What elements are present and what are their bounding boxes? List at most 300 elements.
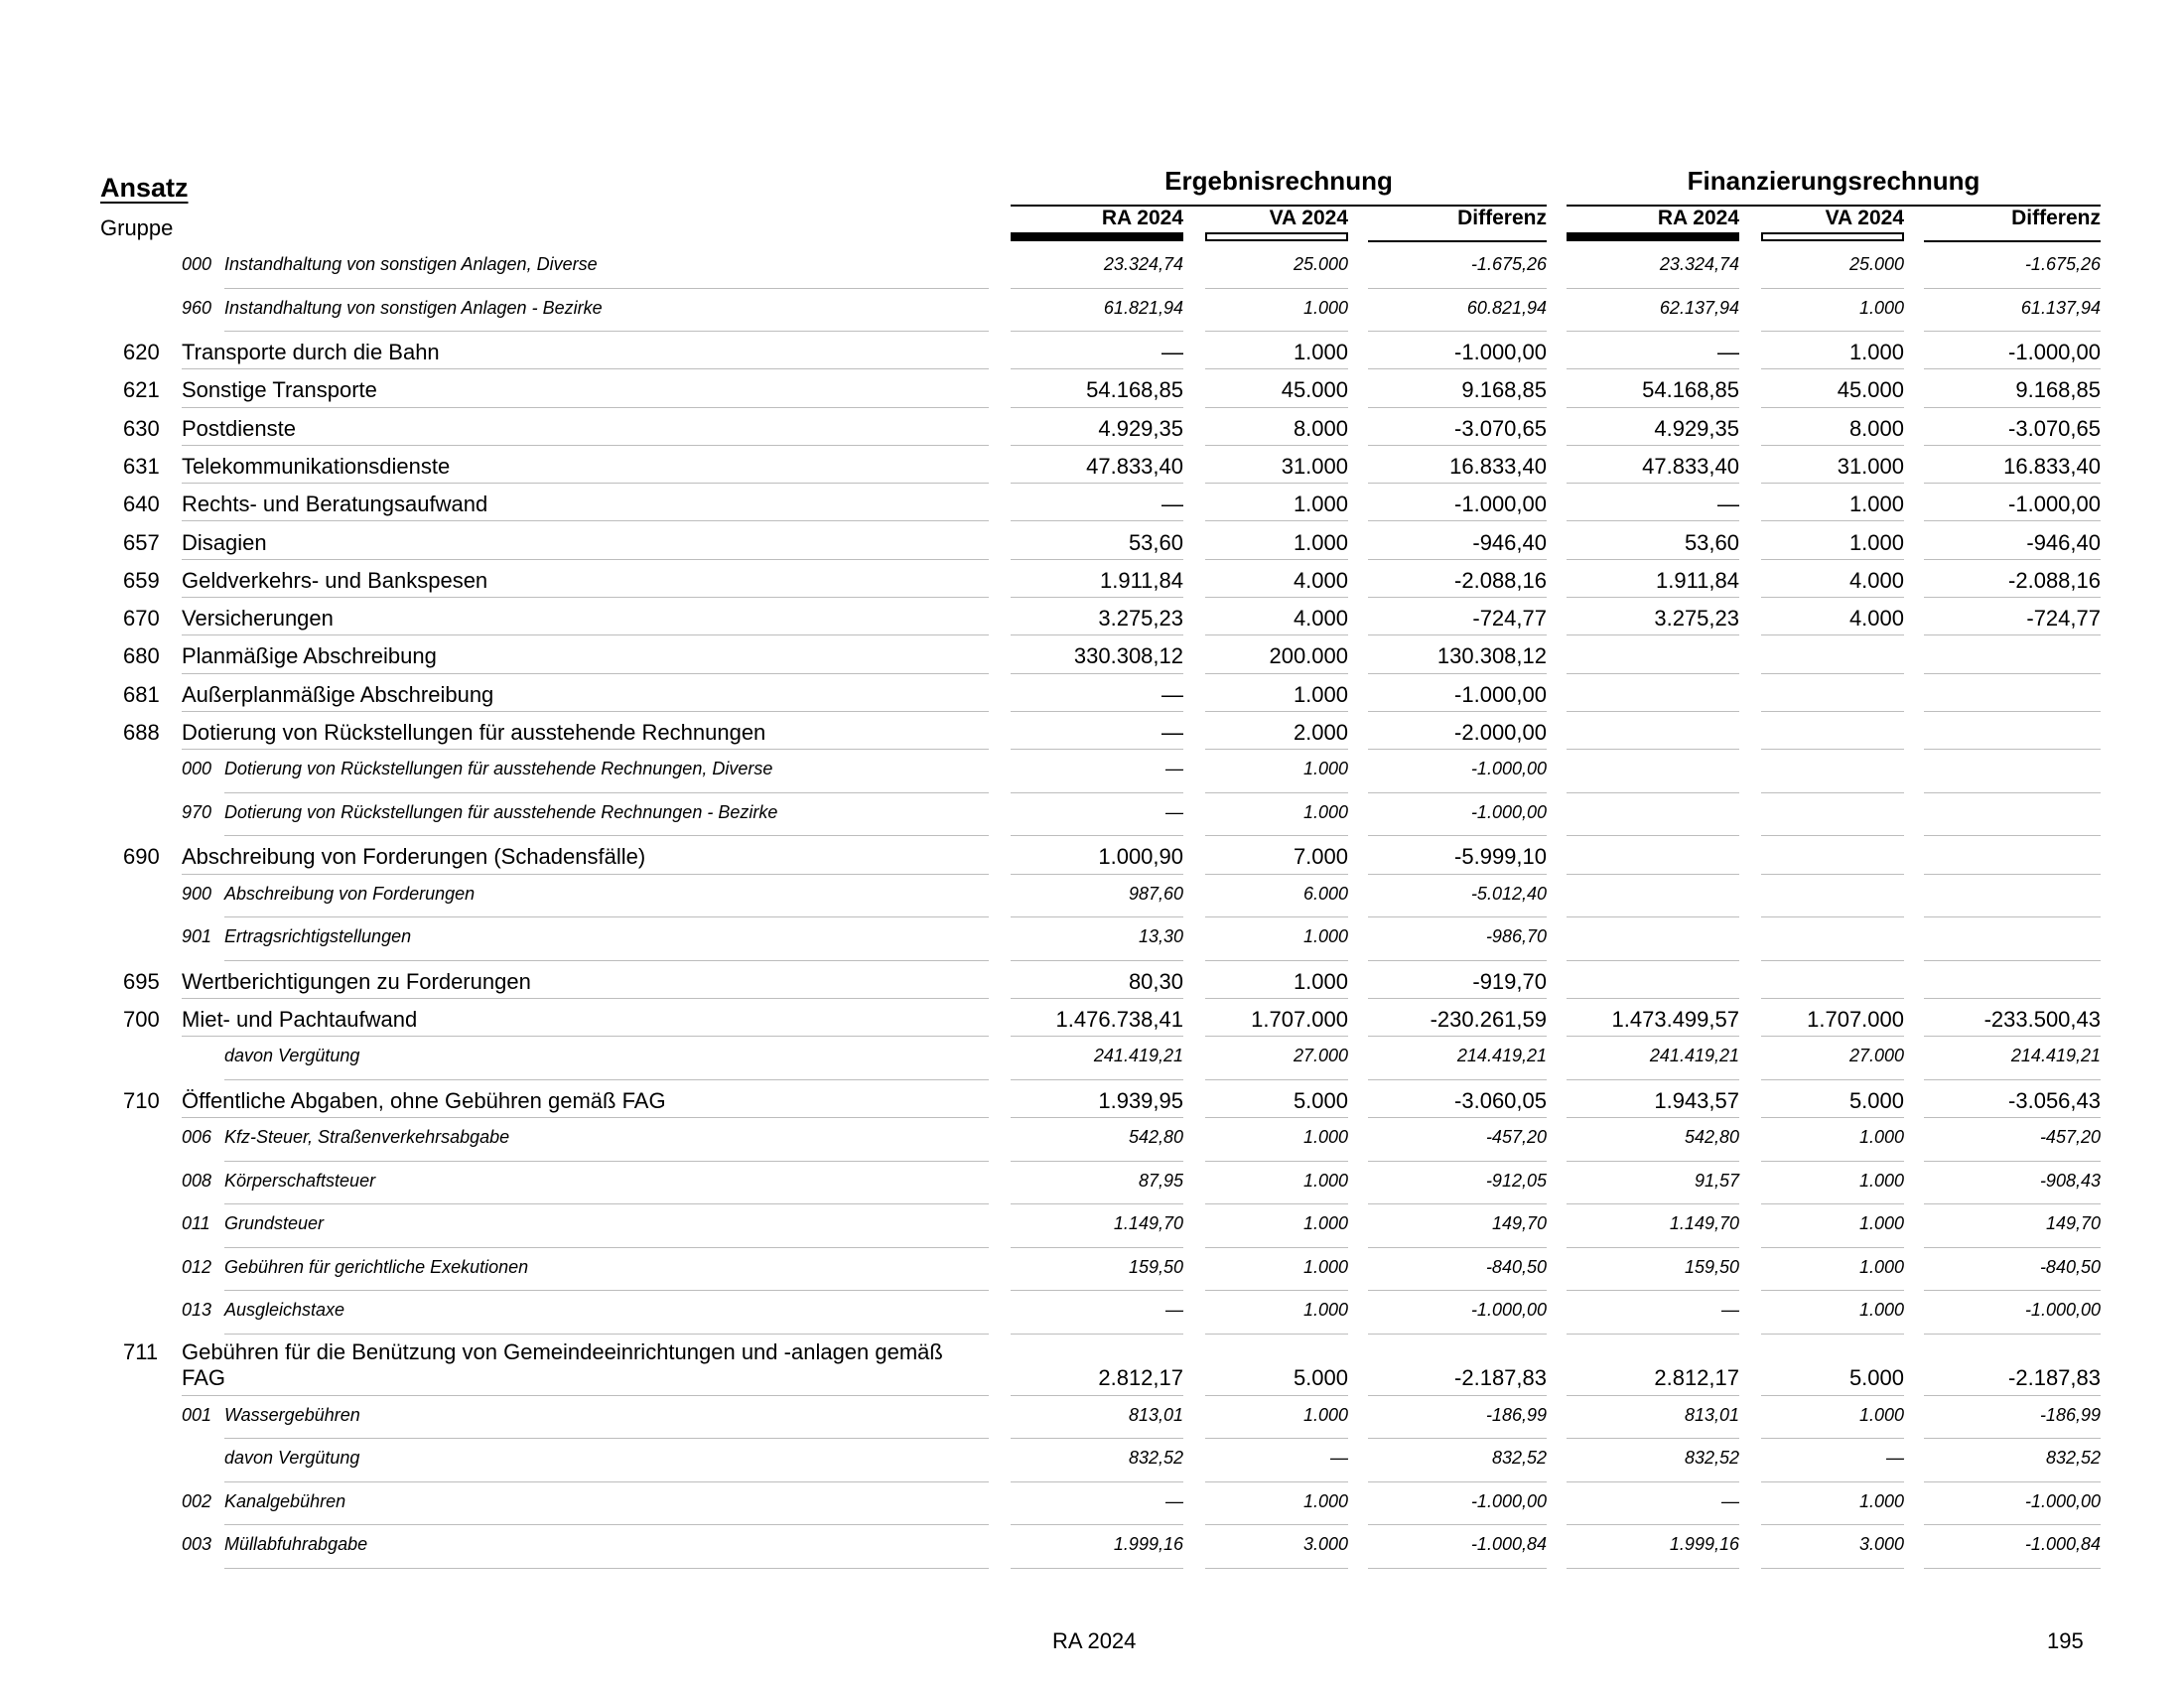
cell-rule: [1011, 520, 1183, 521]
cell-rule: [1368, 520, 1547, 521]
cell-rule: [1567, 1395, 1739, 1396]
cell-rule: [1924, 331, 2101, 332]
cell-value: 1.149,70: [1669, 1213, 1739, 1233]
cell-rule: [1761, 835, 1904, 836]
row-code: 006: [182, 1127, 212, 1147]
cell-rule: [1205, 711, 1348, 712]
cell-rule: [1011, 749, 1183, 750]
cell-rule: [1205, 1395, 1348, 1396]
cell-value: -186,99: [1485, 1404, 1547, 1425]
cell-value: -912,05: [1485, 1170, 1547, 1191]
cell-value: 1.000: [1293, 968, 1348, 994]
table-subrow: [0, 1121, 2184, 1165]
cell-rule: [1368, 331, 1547, 332]
cell-rule: [1924, 960, 2101, 961]
cell-rule: [1011, 998, 1183, 999]
table-subrow: [0, 1399, 2184, 1443]
cell-rule: [1924, 1568, 2101, 1569]
cell-rule: [1011, 1481, 1183, 1482]
cell-value: 27.000: [1848, 1046, 1904, 1066]
cell-rule: [1011, 1395, 1183, 1396]
cell-rule: [1924, 520, 2101, 521]
cell-rule: [1368, 916, 1547, 917]
cell-value: -1.000,84: [1470, 1534, 1547, 1554]
cell-rule: [1761, 520, 1904, 521]
cell-rule: [1761, 1481, 1904, 1482]
cell-rule: [1924, 445, 2101, 446]
cell-value: 16.833,40: [2003, 453, 2101, 479]
cell-rule: [1011, 407, 1183, 408]
cell-value: 1.000: [1848, 340, 1904, 364]
cell-value: -3.056,43: [2008, 1087, 2101, 1113]
cell-value: 47.833,40: [1642, 453, 1739, 479]
cell-rule: [1011, 835, 1183, 836]
cell-rule: [1761, 1203, 1904, 1204]
cell-rule: [1011, 711, 1183, 712]
cell-rule: [1761, 634, 1904, 635]
cell-value: -3.070,65: [1454, 415, 1547, 441]
cell-rule: [1011, 445, 1183, 446]
cell-rule: [1924, 597, 2101, 598]
cell-rule: [1761, 1247, 1904, 1248]
cell-value: 1.000: [1858, 1300, 1904, 1320]
row-code: 621: [123, 377, 160, 403]
cell-value: —: [1717, 492, 1739, 517]
cell-value: —: [1161, 720, 1183, 745]
cell-rule: [1567, 673, 1739, 674]
cell-value: 1.000: [1293, 681, 1348, 707]
cell-rule: [1011, 916, 1183, 917]
cell-rule: [1205, 1247, 1348, 1248]
cell-value: —: [1717, 340, 1739, 364]
cell-value: -230.261,59: [1430, 1006, 1547, 1032]
table-row: [0, 677, 2184, 715]
row-label: Kanalgebühren: [224, 1490, 346, 1511]
cell-value: -1.000,00: [1470, 1300, 1547, 1320]
cell-value: 5.000: [1848, 1087, 1904, 1113]
cell-rule: [1205, 445, 1348, 446]
cell-rule: [1011, 1568, 1183, 1569]
row-rule: [182, 673, 989, 674]
cell-rule: [1567, 835, 1739, 836]
cell-rule: [1924, 368, 2101, 369]
cell-value: 4.929,35: [1098, 415, 1183, 441]
cell-value: 8.000: [1848, 415, 1904, 441]
row-label: Ausgleichstaxe: [224, 1300, 345, 1320]
cell-value: -840,50: [1485, 1256, 1547, 1277]
cell-value: -1.000,00: [2008, 492, 2101, 517]
cell-value: -2.187,83: [1454, 1364, 1547, 1390]
cell-rule: [1761, 960, 1904, 961]
row-code: 970: [182, 801, 212, 822]
cell-rule: [1205, 368, 1348, 369]
cell-rule: [1567, 1438, 1739, 1439]
cell-value: 87,95: [1138, 1170, 1183, 1191]
cell-value: 1.707.000: [1807, 1006, 1904, 1032]
cell-value: 80,30: [1128, 968, 1183, 994]
table-subrow: [0, 248, 2184, 292]
col-head-diff-finanz: Differenz: [2011, 207, 2101, 229]
cell-value: 2.000: [1293, 720, 1348, 745]
row-code: 640: [123, 492, 160, 517]
cell-value: 1.939,95: [1098, 1087, 1183, 1113]
cell-rule: [1567, 597, 1739, 598]
cell-value: 27.000: [1293, 1046, 1348, 1066]
cell-rule: [1368, 835, 1547, 836]
cell-rule: [1924, 1438, 2101, 1439]
cell-value: 5.000: [1293, 1087, 1348, 1113]
cell-value: 149,70: [2045, 1213, 2101, 1233]
cell-rule: [1924, 998, 2101, 999]
cell-rule: [1924, 1247, 2101, 1248]
gruppe-heading: Gruppe: [100, 215, 174, 240]
cell-rule: [1011, 634, 1183, 635]
cell-rule: [1761, 673, 1904, 674]
table-subrow: [0, 1528, 2184, 1572]
row-rule: [182, 520, 989, 521]
cell-rule: [1924, 749, 2101, 750]
table-row: [0, 964, 2184, 1002]
cell-rule: [1205, 1290, 1348, 1291]
table-row: [0, 449, 2184, 487]
cell-rule: [1761, 445, 1904, 446]
cell-rule: [1567, 1290, 1739, 1291]
cell-value: —: [1330, 1448, 1348, 1468]
cell-rule: [1205, 960, 1348, 961]
cell-value: 1.000: [1858, 1256, 1904, 1277]
cell-rule: [1924, 1524, 2101, 1525]
row-rule: [224, 1203, 989, 1204]
cell-value: —: [1165, 1300, 1183, 1320]
cell-rule: [1567, 1568, 1739, 1569]
cell-value: 9.168,85: [2015, 377, 2101, 403]
cell-value: 53,60: [1128, 529, 1183, 555]
cell-value: 159,50: [1684, 1256, 1739, 1277]
cell-value: 1.000: [1302, 801, 1348, 822]
cell-rule: [1567, 998, 1739, 999]
cell-value: 542,80: [1128, 1127, 1183, 1147]
cell-value: 45.000: [1281, 377, 1348, 403]
table-row: [0, 335, 2184, 372]
row-label: Kfz-Steuer, Straßenverkehrsabgabe: [224, 1127, 510, 1147]
cell-value: -2.000,00: [1454, 720, 1547, 745]
cell-value: 1.476.738,41: [1055, 1006, 1183, 1032]
cell-value: 1.000: [1858, 1127, 1904, 1147]
row-rule: [224, 1438, 989, 1439]
cell-value: 3.000: [1302, 1534, 1348, 1554]
row-label: Instandhaltung von sonstigen Anlagen - Bezirke: [224, 297, 603, 318]
cell-rule: [1368, 960, 1547, 961]
cell-rule: [1011, 1247, 1183, 1248]
row-label: Planmäßige Abschreibung: [182, 643, 437, 669]
cell-value: —: [1886, 1448, 1904, 1468]
cell-value: 832,52: [1491, 1448, 1547, 1468]
cell-value: 16.833,40: [1449, 453, 1547, 479]
table-subrow: [0, 1165, 2184, 1208]
cell-rule: [1924, 711, 2101, 712]
cell-value: 130.308,12: [1436, 643, 1547, 669]
cell-rule: [1567, 288, 1739, 289]
cell-value: 1.000: [1858, 1213, 1904, 1233]
cell-rule: [1205, 874, 1348, 875]
cell-value: 6.000: [1302, 883, 1348, 904]
cell-rule: [1761, 1438, 1904, 1439]
cell-value: 1.000: [1858, 1490, 1904, 1511]
cell-rule: [1567, 711, 1739, 712]
cell-rule: [1011, 559, 1183, 560]
cell-rule: [1368, 998, 1547, 999]
row-label: Versicherungen: [182, 606, 334, 632]
row-code: 690: [123, 844, 160, 870]
cell-value: 2.812,17: [1654, 1364, 1739, 1390]
cell-value: 1.999,16: [1669, 1534, 1739, 1554]
cell-value: 25.000: [1293, 254, 1348, 274]
cell-rule: [1205, 749, 1348, 750]
cell-value: 7.000: [1293, 844, 1348, 870]
cell-value: 4.000: [1293, 567, 1348, 593]
cell-value: 1.149,70: [1113, 1213, 1183, 1233]
cell-rule: [1368, 1438, 1547, 1439]
cell-rule: [1011, 1438, 1183, 1439]
table-subrow: [0, 753, 2184, 796]
ansatz-heading: Ansatz: [100, 173, 189, 203]
cell-rule: [1924, 1117, 2101, 1118]
row-code: 013: [182, 1300, 212, 1320]
cell-rule: [1924, 916, 2101, 917]
row-label: Ertragsrichtigstellungen: [224, 926, 412, 947]
cell-value: -724,77: [2026, 606, 2101, 632]
cell-rule: [1205, 331, 1348, 332]
cell-value: -946,40: [2026, 529, 2101, 555]
cell-value: 23.324,74: [1659, 254, 1739, 274]
cell-value: 1.707.000: [1251, 1006, 1348, 1032]
cell-rule: [1205, 1161, 1348, 1162]
cell-rule: [1924, 1290, 2101, 1291]
table-subrow: [0, 1294, 2184, 1337]
cell-value: 1.000: [1302, 759, 1348, 779]
row-label: Abschreibung von Forderungen (Schadensfälle): [182, 844, 646, 870]
table-row: [0, 638, 2184, 676]
cell-rule: [1368, 634, 1547, 635]
cell-rule: [1761, 916, 1904, 917]
cell-value: 2.812,17: [1098, 1364, 1183, 1390]
table-row: [0, 839, 2184, 877]
cell-value: 1.000: [1293, 340, 1348, 364]
cell-value: 4.000: [1293, 606, 1348, 632]
cell-rule: [1368, 559, 1547, 560]
row-label: Miet- und Pachtaufwand: [182, 1006, 418, 1032]
cell-value: 1.000: [1858, 1404, 1904, 1425]
cell-rule: [1924, 792, 2101, 793]
row-code: 688: [123, 720, 160, 745]
table-subrow: [0, 292, 2184, 336]
cell-value: -1.000,00: [2008, 340, 2101, 364]
cell-rule: [1205, 1438, 1348, 1439]
row-rule: [224, 331, 989, 332]
cell-rule: [1368, 597, 1547, 598]
cell-rule: [1761, 368, 1904, 369]
cell-value: 1.000: [1293, 492, 1348, 517]
cell-value: 45.000: [1837, 377, 1904, 403]
table-row: [0, 563, 2184, 601]
row-label: davon Vergütung: [224, 1448, 360, 1468]
cell-rule: [1567, 874, 1739, 875]
cell-value: -724,77: [1472, 606, 1547, 632]
cell-rule: [1368, 1079, 1547, 1080]
row-label: Telekommunikationsdienste: [182, 453, 451, 479]
cell-value: 1.000: [1302, 1300, 1348, 1320]
cell-rule: [1011, 597, 1183, 598]
cell-rule: [1761, 1036, 1904, 1037]
cell-rule: [1567, 1036, 1739, 1037]
cell-value: 61.821,94: [1103, 297, 1183, 318]
cell-rule: [1205, 1481, 1348, 1482]
cell-value: 3.275,23: [1654, 606, 1739, 632]
row-label: Gebühren für gerichtliche Exekutionen: [224, 1256, 529, 1277]
cell-rule: [1011, 1079, 1183, 1080]
row-rule: [224, 792, 989, 793]
row-code: 695: [123, 968, 160, 994]
row-rule: [224, 1247, 989, 1248]
row-rule: [224, 1161, 989, 1162]
cell-value: 25.000: [1848, 254, 1904, 274]
cell-rule: [1368, 483, 1547, 484]
cell-value: 4.929,35: [1654, 415, 1739, 441]
cell-value: -1.000,00: [1454, 340, 1547, 364]
cell-rule: [1761, 1117, 1904, 1118]
table-row: [0, 525, 2184, 563]
cell-rule: [1368, 1247, 1547, 1248]
cell-rule: [1761, 711, 1904, 712]
cell-value: 1.000: [1302, 297, 1348, 318]
row-code: 620: [123, 340, 160, 364]
cell-rule: [1924, 634, 2101, 635]
cell-value: —: [1161, 340, 1183, 364]
cell-value: 832,52: [2045, 1448, 2101, 1468]
cell-rule: [1567, 520, 1739, 521]
row-code: 711: [123, 1338, 159, 1364]
cell-rule: [1761, 1079, 1904, 1080]
cell-value: -1.000,00: [1454, 681, 1547, 707]
cell-value: 13,30: [1138, 926, 1183, 947]
cell-rule: [1011, 331, 1183, 332]
col-head-va-finanz: VA 2024: [1825, 207, 1904, 229]
cell-value: 1.000,90: [1098, 844, 1183, 870]
cell-value: -233.500,43: [1983, 1006, 2101, 1032]
cell-rule: [1567, 1203, 1739, 1204]
table-row: [0, 715, 2184, 753]
row-rule: [182, 1117, 989, 1118]
cell-rule: [1924, 1334, 2101, 1335]
row-code: 680: [123, 643, 160, 669]
page-number: 195: [2047, 1628, 2084, 1653]
cell-value: -2.187,83: [2008, 1364, 2101, 1390]
cell-rule: [1205, 916, 1348, 917]
cell-value: 5.000: [1293, 1364, 1348, 1390]
cell-value: 1.000: [1302, 926, 1348, 947]
row-label: Öffentliche Abgaben, ohne Gebühren gemäß FAG: [182, 1087, 666, 1113]
cell-rule: [1205, 288, 1348, 289]
table-subrow: [0, 1040, 2184, 1083]
table-subrow: [0, 878, 2184, 921]
cell-value: 1.000: [1848, 529, 1904, 555]
row-label: Geldverkehrs- und Bankspesen: [182, 567, 488, 593]
cell-rule: [1924, 874, 2101, 875]
cell-value: 3.000: [1858, 1534, 1904, 1554]
row-rule: [224, 1079, 989, 1080]
table-subrow: [0, 1442, 2184, 1485]
cell-rule: [1567, 1334, 1739, 1335]
row-rule: [182, 1395, 989, 1396]
cell-value: -2.088,16: [2008, 567, 2101, 593]
col-head-ra-ergebnis: RA 2024: [1101, 207, 1183, 229]
cell-rule: [1761, 1290, 1904, 1291]
cell-value: -457,20: [1485, 1127, 1547, 1147]
row-code: 001: [182, 1404, 212, 1425]
cell-value: —: [1161, 492, 1183, 517]
row-label: davon Vergütung: [224, 1046, 360, 1066]
cell-rule: [1205, 1203, 1348, 1204]
cell-rule: [1368, 1481, 1547, 1482]
cell-rule: [1924, 1395, 2101, 1396]
col-head-diff-ergebnis: Differenz: [1457, 207, 1547, 229]
row-label: Rechts- und Beratungsaufwand: [182, 492, 488, 517]
row-code: 670: [123, 606, 160, 632]
cell-value: 1.000: [1302, 1213, 1348, 1233]
row-rule: [182, 368, 989, 369]
cell-rule: [1368, 792, 1547, 793]
cell-value: 542,80: [1684, 1127, 1739, 1147]
cell-rule: [1368, 874, 1547, 875]
cell-value: 149,70: [1491, 1213, 1547, 1233]
cell-rule: [1924, 1036, 2101, 1037]
table-subrow: [0, 1485, 2184, 1529]
row-label: Instandhaltung von sonstigen Anlagen, Diverse: [224, 254, 598, 274]
cell-rule: [1567, 916, 1739, 917]
cell-rule: [1567, 960, 1739, 961]
table-subrow: [0, 920, 2184, 964]
row-rule: [182, 483, 989, 484]
cell-rule: [1368, 673, 1547, 674]
row-code: 960: [182, 297, 212, 318]
cell-value: 1.000: [1302, 1404, 1348, 1425]
cell-rule: [1567, 1079, 1739, 1080]
cell-value: 159,50: [1128, 1256, 1183, 1277]
cell-rule: [1011, 1524, 1183, 1525]
row-code: 002: [182, 1490, 212, 1511]
row-code: 012: [182, 1256, 212, 1277]
cell-value: 1.000: [1302, 1490, 1348, 1511]
cell-value: 1.000: [1293, 529, 1348, 555]
row-rule: [182, 407, 989, 408]
cell-rule: [1205, 1036, 1348, 1037]
row-code: 008: [182, 1170, 212, 1191]
row-rule: [224, 916, 989, 917]
cell-value: 3.275,23: [1098, 606, 1183, 632]
table-row: [0, 1083, 2184, 1121]
cell-rule: [1205, 520, 1348, 521]
row-code: 710: [123, 1087, 160, 1113]
cell-value: 1.000: [1858, 1170, 1904, 1191]
cell-rule: [1368, 1290, 1547, 1291]
cell-rule: [1205, 835, 1348, 836]
cell-value: 241.419,21: [1093, 1046, 1183, 1066]
row-label: Wertberichtigungen zu Forderungen: [182, 968, 531, 994]
cell-rule: [1368, 749, 1547, 750]
cell-rule: [1761, 483, 1904, 484]
cell-rule: [1924, 483, 2101, 484]
row-label: Dotierung von Rückstellungen für ausstehende Rechnungen, Diverse: [224, 759, 773, 779]
